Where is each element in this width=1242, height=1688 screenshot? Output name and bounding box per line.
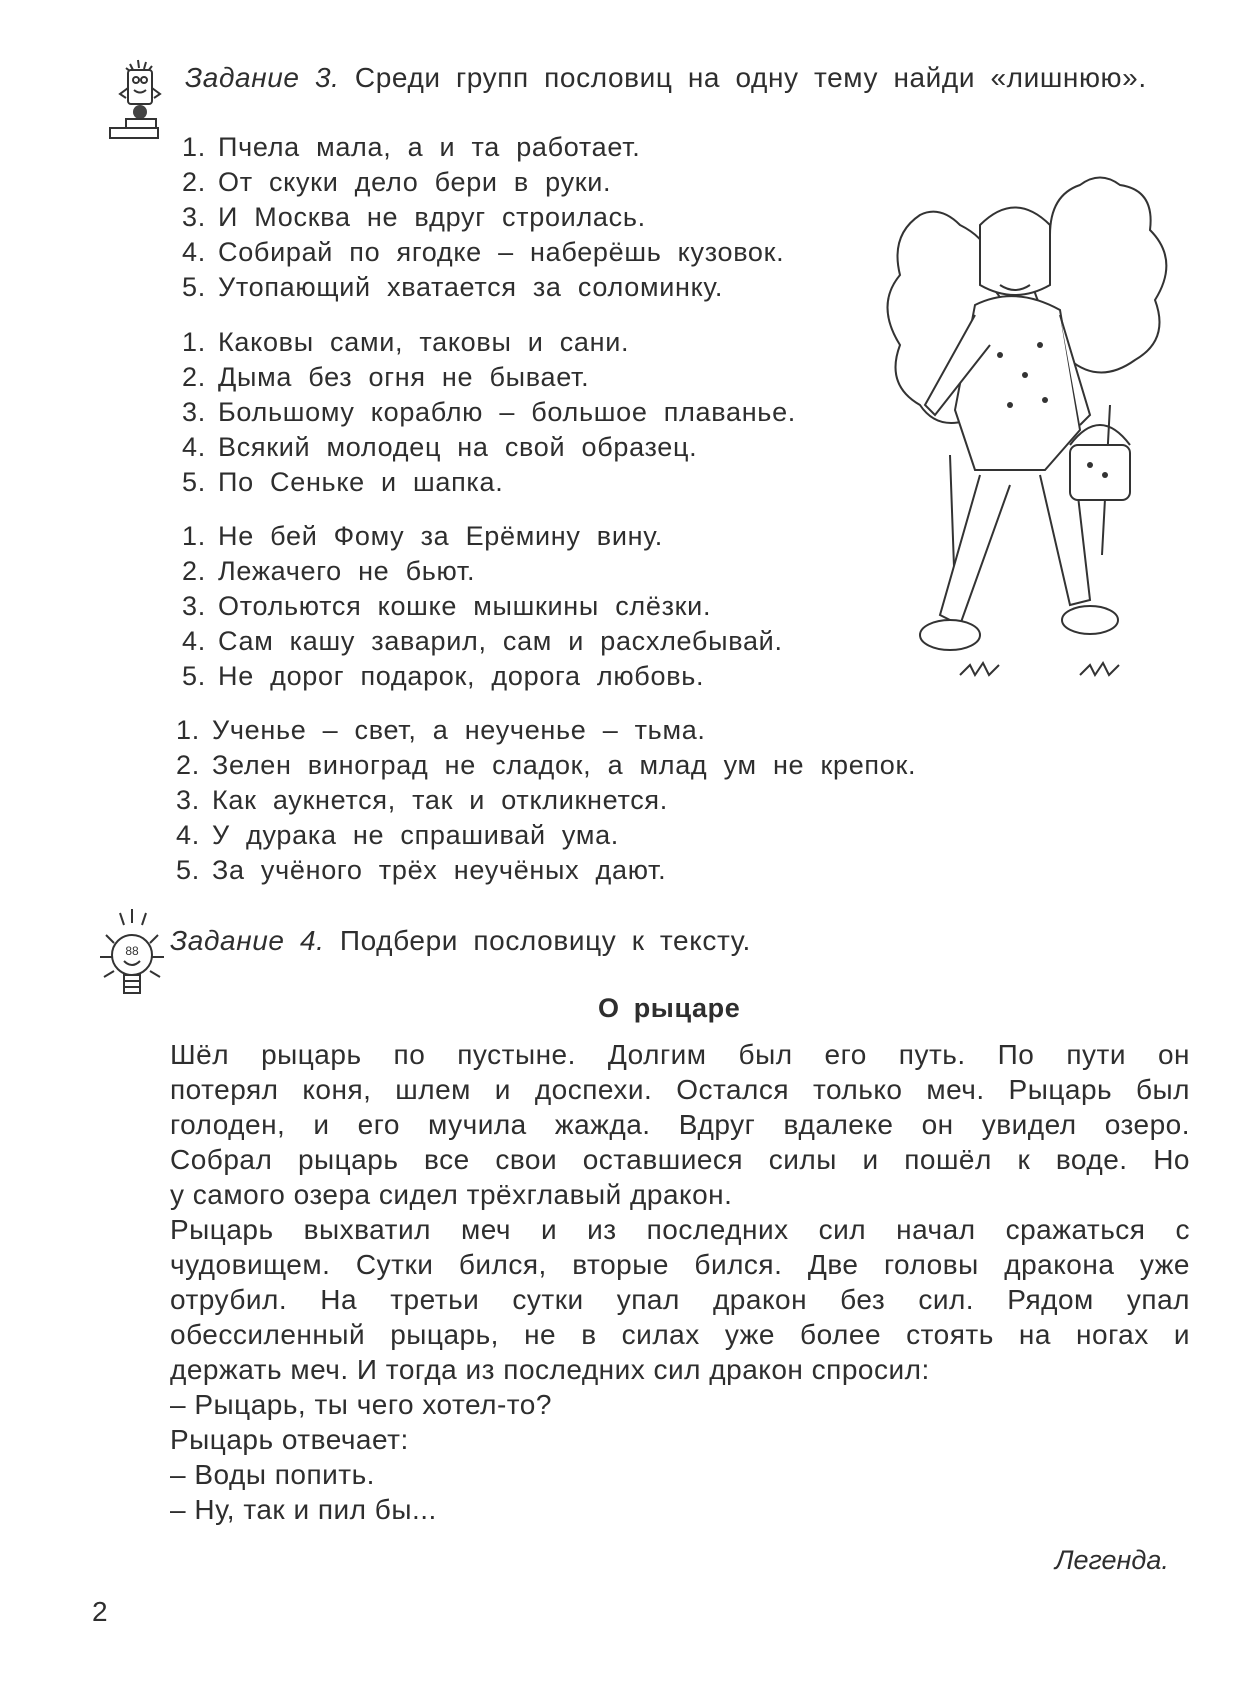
story-line: у самого озера сидел трёхглавый дракон.	[170, 1179, 733, 1210]
proverb-text: Сам кашу заварил, сам и расхлебывай.	[218, 626, 783, 656]
task3-heading	[185, 62, 1147, 94]
list-item	[176, 713, 916, 748]
item-number: 1.	[182, 521, 206, 551]
proverb-text: Пчела мала, а и та работает.	[218, 132, 641, 162]
proverb-group-4	[176, 713, 916, 888]
story-line: – Рыцарь, ты чего хотел-то?	[170, 1389, 552, 1420]
proverb-text: По Сеньке и шапка.	[218, 467, 504, 497]
proverb-group-1	[182, 130, 784, 305]
item-number: 3.	[182, 397, 206, 427]
list-item	[176, 853, 916, 888]
proverb-text: Лежачего не бьют.	[218, 556, 476, 586]
story-source: Легенда.	[1055, 1545, 1169, 1575]
story-line: – Воды попить.	[170, 1459, 375, 1490]
story-text	[170, 1037, 1190, 1527]
item-number: 4.	[182, 237, 206, 267]
item-number: 4.	[176, 820, 200, 850]
story-line: Собрал рыцарь все свои оставшиеся силы и пошёл к воде. Но	[170, 1144, 1190, 1175]
proverb-group-3	[182, 519, 783, 694]
list-item	[182, 395, 796, 430]
task4-label: Задание 4.	[170, 925, 325, 956]
story-line: потерял коня, шлем и доспехи. Остался только меч. Рыцарь был	[170, 1074, 1190, 1105]
item-number: 5.	[182, 272, 206, 302]
item-number: 1.	[176, 715, 200, 745]
proverb-text: Ученье – свет, а неученье – тьма.	[212, 715, 706, 745]
item-number: 2.	[182, 167, 206, 197]
list-item	[176, 748, 916, 783]
list-item	[182, 325, 796, 360]
list-item	[182, 360, 796, 395]
list-item	[176, 783, 916, 818]
proverb-text: Всякий молодец на свой образец.	[218, 432, 698, 462]
list-item	[182, 519, 783, 554]
proverb-text: И Москва не вдруг строилась.	[218, 202, 646, 232]
list-item	[182, 270, 784, 305]
item-number: 5.	[176, 855, 200, 885]
list-item	[182, 200, 784, 235]
story-line: Рыцарь отвечает:	[170, 1424, 409, 1455]
item-number: 3.	[182, 202, 206, 232]
list-item	[182, 430, 796, 465]
item-number: 4.	[182, 626, 206, 656]
task4-heading	[170, 925, 751, 957]
list-item	[182, 165, 784, 200]
story-line: Рыцарь выхватил меч и из последних сил начал сражаться с	[170, 1214, 1190, 1245]
list-item	[182, 465, 796, 500]
list-item	[182, 624, 783, 659]
task3-instruction: Среди групп пословиц на одну тему найди «лишнюю».	[354, 62, 1147, 93]
list-item	[176, 818, 916, 853]
story-line: обессиленный рыцарь, не в силах уже более стоять на ногах и	[170, 1319, 1190, 1350]
proverb-text: Не бей Фому за Ерёмину вину.	[218, 521, 663, 551]
task3-label: Задание 3.	[185, 62, 340, 93]
proverb-text: Дыма без огня не бывает.	[218, 362, 590, 392]
list-item	[182, 554, 783, 589]
story-title: О рыцаре	[598, 993, 741, 1023]
proverb-text: Утопающий хватается за соломинку.	[218, 272, 724, 302]
list-item	[182, 235, 784, 270]
proverb-text: От скуки дело бери в руки.	[218, 167, 612, 197]
lightbulb-icon	[96, 905, 168, 1005]
task4-instruction: Подбери пословицу к тексту.	[339, 925, 751, 956]
proverb-text: Большому кораблю – большое плаванье.	[218, 397, 796, 427]
item-number: 5.	[182, 661, 206, 691]
story-line: голоден, и его мучила жажда. Вдруг вдалеке он увидел озеро.	[170, 1109, 1190, 1140]
item-number: 3.	[182, 591, 206, 621]
list-item	[182, 589, 783, 624]
proverb-text: За учёного трёх неучёных дают.	[212, 855, 667, 885]
svg-text:88: 88	[125, 944, 139, 958]
story-line: Шёл рыцарь по пустыне. Долгим был его путь. По пути он	[170, 1039, 1190, 1070]
proverb-text: Отольются кошке мышкины слёзки.	[218, 591, 712, 621]
item-number: 2.	[182, 362, 206, 392]
proverb-text: Собирай по ягодке – наберёшь кузовок.	[218, 237, 785, 267]
proverb-text: Как аукнется, так и откликнется.	[212, 785, 668, 815]
list-item	[182, 659, 783, 694]
story-line: чудовищем. Сутки бился, вторые бился. Две головы дракона уже	[170, 1249, 1190, 1280]
page-number: 2	[92, 1596, 108, 1627]
story-line: держать меч. И тогда из последних сил дракон спросил:	[170, 1354, 930, 1385]
item-number: 2.	[176, 750, 200, 780]
item-number: 1.	[182, 327, 206, 357]
item-number: 1.	[182, 132, 206, 162]
proverb-text: Каковы сами, таковы и сани.	[218, 327, 630, 357]
proverb-text: У дурака не спрашивай ума.	[212, 820, 620, 850]
story-line: – Ну, так и пил бы...	[170, 1494, 437, 1525]
list-item	[182, 130, 784, 165]
proverb-text: Не дорог подарок, дорога любовь.	[218, 661, 705, 691]
story-line: отрубил. На третьи сутки упал дракон без сил. Рядом упал	[170, 1284, 1190, 1315]
item-number: 3.	[176, 785, 200, 815]
thinking-character-icon	[108, 58, 172, 142]
item-number: 5.	[182, 467, 206, 497]
proverb-group-2	[182, 325, 796, 500]
boy-with-basket-illustration	[880, 155, 1180, 695]
item-number: 4.	[182, 432, 206, 462]
proverb-text: Зелен виноград не сладок, а млад ум не крепок.	[212, 750, 917, 780]
item-number: 2.	[182, 556, 206, 586]
